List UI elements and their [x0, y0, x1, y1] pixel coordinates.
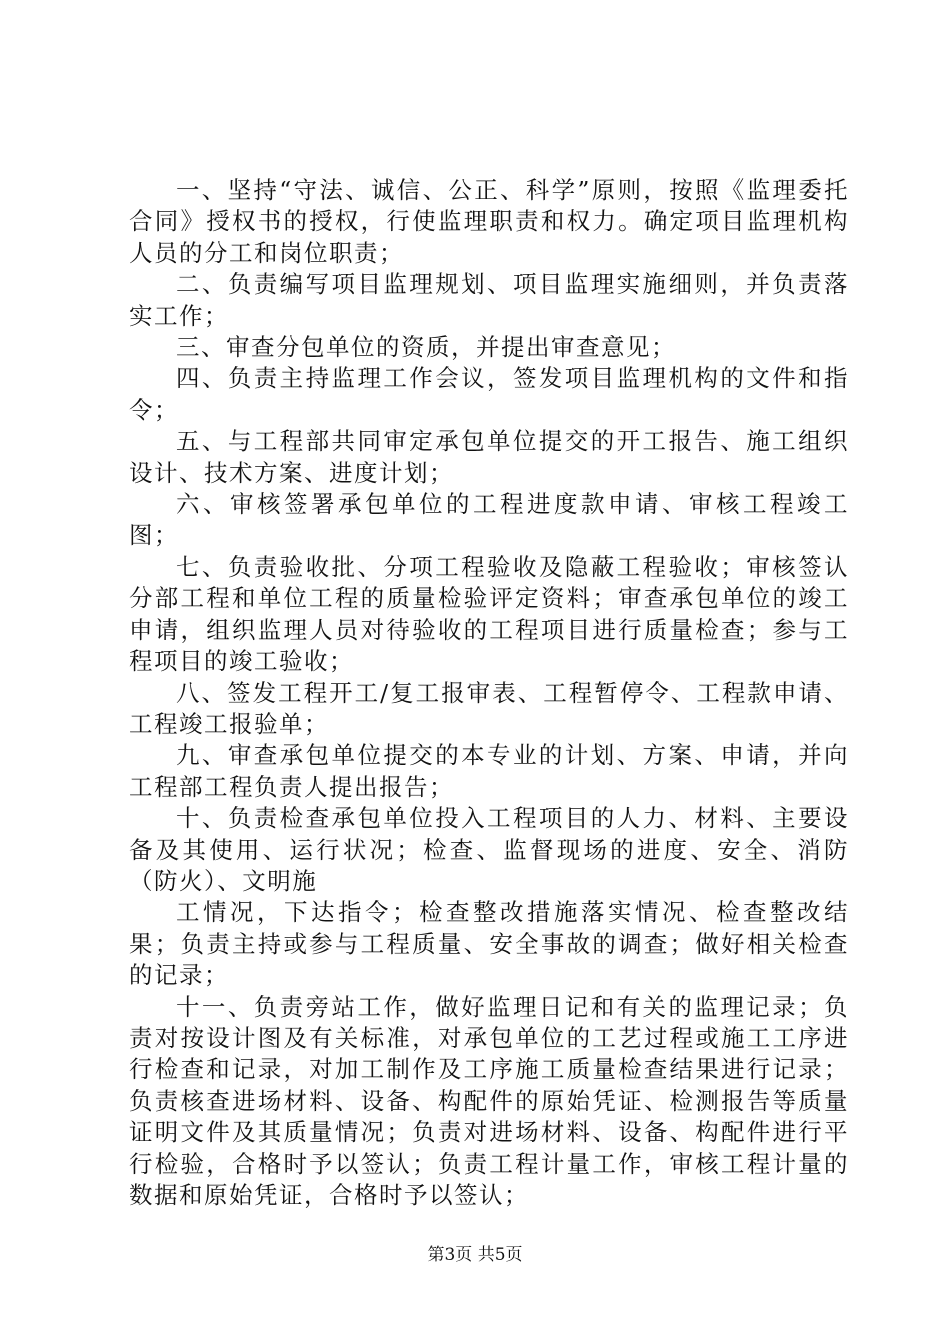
- paragraph-11: 工情况，下达指令；检查整改措施落实情况、检查整改结果；负责主持或参与工程质量、安全事故的调查；做好相关检查的记录；: [129, 898, 849, 990]
- page-number-footer: 第3页 共5页: [427, 1245, 523, 1265]
- paragraph-4: 四、负责主持监理工作会议，签发项目监理机构的文件和指令；: [129, 364, 849, 424]
- paragraph-1: 一、坚持“守法、诚信、公正、科学”原则，按照《监理委托合同》授权书的授权，行使监理职责和权力。确定项目监理机构人员的分工和岗位职责；: [129, 176, 849, 267]
- paragraph-2: 二、负责编写项目监理规划、项目监理实施细则，并负责落实工作；: [129, 270, 849, 330]
- paragraph-8: 八、签发工程开工/复工报审表、工程暂停令、工程款申请、工程竣工报验单；: [129, 678, 849, 738]
- paragraph-9: 九、审查承包单位提交的本专业的计划、方案、申请，并向工程部工程负责人提出报告；: [129, 741, 849, 801]
- paragraph-12: 十一、负责旁站工作，做好监理日记和有关的监理记录；负责对按设计图及有关标准，对承包单位的工艺过程或施工工序进行检查和记录，对加工制作及工序施工质量检查结果进行记录；负责核查进场材料、设备、构配件的原始凭证、检测报告等质量证明文件及其质量情况；负责对进场材料、设备、构配件进行平行检验，合格时予以签认；负责工程计量工作，审核工程计量的数据和原始凭证，合格时予以签认；: [129, 992, 849, 1209]
- paragraph-7: 七、负责验收批、分项工程验收及隐蔽工程验收；审核签认分部工程和单位工程的质量检验评定资料；审查承包单位的竣工申请，组织监理人员对待验收的工程项目进行质量检查；参与工程项目的竣工验收；: [129, 552, 849, 676]
- paragraph-10: 十、负责检查承包单位投入工程项目的人力、材料、主要设备及其使用、运行状况；检查、监督现场的进度、安全、消防（防火）、文明施: [129, 804, 849, 895]
- paragraph-5: 五、与工程部共同审定承包单位提交的开工报告、施工组织设计、技术方案、进度计划；: [129, 427, 849, 487]
- document-body: [129, 175, 849, 1211]
- paragraph-3: 三、审查分包单位的资质，并提出审查意见；: [176, 333, 676, 362]
- paragraph-6: 六、审核签署承包单位的工程进度款申请、审核工程竣工图；: [129, 490, 849, 550]
